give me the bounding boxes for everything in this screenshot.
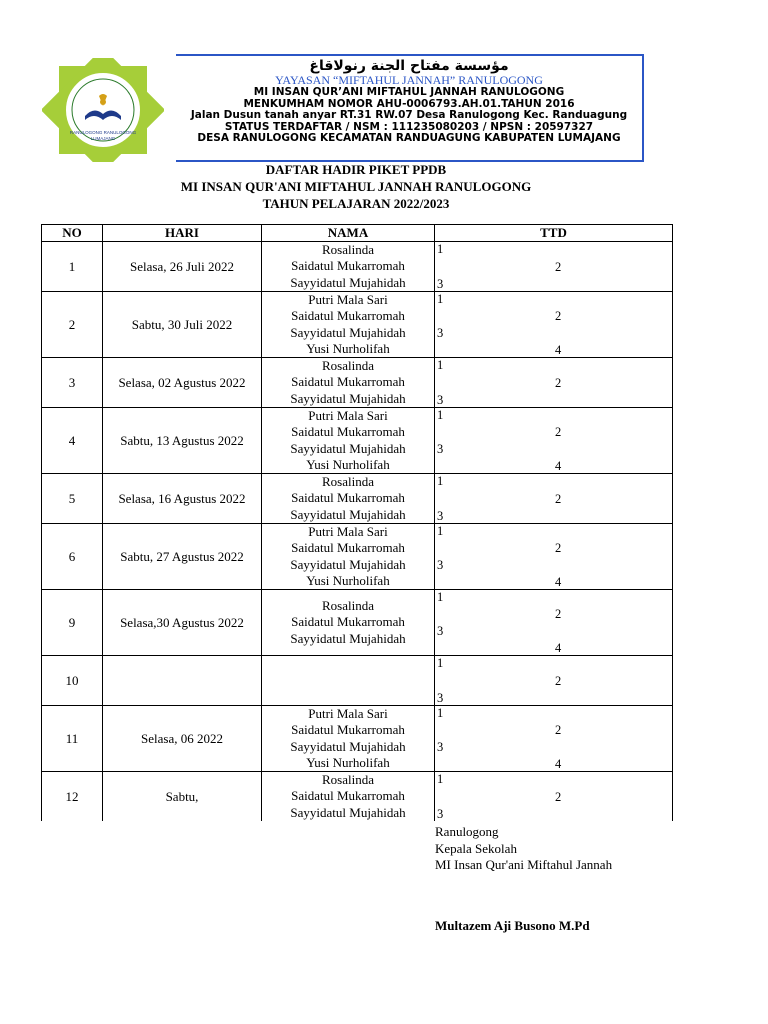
document-subtitle: MI INSAN QUR'ANI MIFTAHUL JANNAH RANULOGONG	[180, 179, 532, 194]
table-body	[42, 242, 673, 822]
signer-name: Multazem Aji Busono M.Pd	[435, 918, 590, 933]
row-signatures	[435, 590, 673, 656]
signature-slot-number: 3	[437, 691, 444, 705]
row-number: 1	[42, 242, 103, 292]
signature-slot-number: 2	[555, 309, 562, 323]
svg-text:LUMAJANG: LUMAJANG	[90, 136, 116, 141]
row-names	[262, 772, 435, 822]
row-signatures	[435, 706, 673, 772]
attendance-table	[41, 224, 673, 821]
officer-name: Putri Mala Sari	[308, 524, 388, 540]
signature-slot-number: 1	[437, 408, 444, 422]
table-row	[42, 524, 673, 590]
officer-name: Sayyidatul Mujahidah	[290, 556, 406, 572]
signature-slot-number: 1	[437, 706, 444, 720]
officer-name: Sayyidatul Mujahidah	[290, 324, 406, 340]
letterhead-line: MI INSAN QUR’ANI MIFTAHUL JANNAH RANULOGONG	[253, 86, 565, 98]
document-title: DAFTAR HADIR PIKET PPDB	[265, 162, 447, 177]
signature-slot-number: 2	[555, 607, 562, 621]
officer-name: Putri Mala Sari	[308, 706, 388, 722]
letterhead-line: DESA RANULOGONG KECAMATAN RANDUAGUNG KABUPATEN LUMAJANG	[197, 132, 621, 144]
signature-slot-number: 3	[437, 740, 444, 754]
row-day: Selasa, 16 Agustus 2022	[103, 474, 262, 524]
officer-name: Saidatul Mukarromah	[291, 424, 405, 440]
row-day: Selasa,30 Agustus 2022	[103, 590, 262, 656]
officer-name: Rosalinda	[322, 358, 374, 374]
signature-slot-number: 1	[437, 242, 444, 256]
table-row	[42, 358, 673, 408]
row-day: Selasa, 06 2022	[103, 706, 262, 772]
row-signatures	[435, 772, 673, 822]
officer-name: Sayyidatul Mujahidah	[290, 390, 406, 406]
table-row	[42, 772, 673, 822]
letterhead-foundation: YAYASAN “MIFTAHUL JANNAH” RANULOGONG	[275, 73, 543, 87]
row-day	[103, 656, 262, 706]
officer-name: Putri Mala Sari	[308, 408, 388, 424]
officer-name: Yusi Nurholifah	[306, 340, 390, 356]
signature-slot-number: 3	[437, 558, 444, 572]
row-number: 9	[42, 590, 103, 656]
signature-slot-number: 3	[437, 326, 444, 340]
letterhead	[176, 54, 644, 162]
row-signatures	[435, 242, 673, 292]
row-day: Sabtu,	[103, 772, 262, 822]
row-number: 5	[42, 474, 103, 524]
table-row	[42, 706, 673, 772]
officer-name: Yusi Nurholifah	[306, 572, 390, 588]
row-number: 3	[42, 358, 103, 408]
row-signatures	[435, 408, 673, 474]
row-number: 12	[42, 772, 103, 822]
row-names	[262, 590, 435, 656]
signature-slot-number: 2	[555, 260, 562, 274]
row-number: 10	[42, 656, 103, 706]
signature-slot-number: 2	[555, 674, 562, 688]
signature-slot-number: 1	[437, 656, 444, 670]
header-no: NO	[42, 225, 103, 242]
signature-slot-number: 4	[555, 343, 562, 357]
signature-slot-number: 1	[437, 358, 444, 372]
signature-slot-number: 4	[555, 641, 562, 655]
document-titles	[40, 161, 672, 212]
signature-slot-number: 2	[555, 376, 562, 390]
signature-slot-number: 2	[555, 492, 562, 506]
officer-name: Saidatul Mukarromah	[291, 490, 405, 506]
officer-name: Saidatul Mukarromah	[291, 788, 405, 804]
letterhead-line: STATUS TERDAFTAR / NSM : 111235080203 / NPSN : 20597327	[224, 120, 594, 133]
row-names	[262, 358, 435, 408]
row-names	[262, 292, 435, 358]
officer-name: Sayyidatul Mujahidah	[290, 440, 406, 456]
officer-name: Rosalinda	[322, 598, 374, 614]
school-logo	[42, 58, 164, 162]
row-number: 11	[42, 706, 103, 772]
table-row	[42, 656, 673, 706]
row-signatures	[435, 358, 673, 408]
header-nama: NAMA	[262, 225, 435, 242]
row-names	[262, 408, 435, 474]
header-hari: HARI	[103, 225, 262, 242]
signature-slot-number: 2	[555, 790, 562, 804]
row-day: Sabtu, 30 Juli 2022	[103, 292, 262, 358]
row-number: 6	[42, 524, 103, 590]
row-day: Sabtu, 27 Agustus 2022	[103, 524, 262, 590]
row-names	[262, 242, 435, 292]
officer-name: Saidatul Mukarromah	[291, 258, 405, 274]
officer-name: Putri Mala Sari	[308, 292, 388, 308]
signature-slot-number: 2	[555, 425, 562, 439]
officer-name: Saidatul Mukarromah	[291, 374, 405, 390]
row-number: 2	[42, 292, 103, 358]
letterhead-line: MENKUMHAM NOMOR AHU-0006793.AH.01.TAHUN 2016	[243, 97, 575, 110]
table-row	[42, 292, 673, 358]
letterhead-line: Jalan Dusun tanah anyar RT.31 RW.07 Desa Ranulogong Kec. Randuagung	[190, 109, 628, 121]
letterhead-arabic: مؤسسة مفتاح الجنة رنولاقاغ	[309, 58, 509, 74]
signature-slot-number: 3	[437, 807, 444, 821]
signature-school: MI Insan Qur'ani Miftahul Jannah	[435, 857, 613, 872]
table-row	[42, 474, 673, 524]
officer-name: Sayyidatul Mujahidah	[290, 274, 406, 290]
row-day: Sabtu, 13 Agustus 2022	[103, 408, 262, 474]
officer-name: Rosalinda	[322, 474, 374, 490]
signature-slot-number: 2	[555, 541, 562, 555]
signature-slot-number: 4	[555, 459, 562, 473]
officer-name: Rosalinda	[322, 772, 374, 788]
signature-slot-number: 4	[555, 757, 562, 771]
officer-name: Saidatul Mukarromah	[291, 540, 405, 556]
row-names	[262, 474, 435, 524]
signature-slot-number: 1	[437, 474, 444, 488]
signature-slot-number: 3	[437, 442, 444, 456]
document-year: TAHUN PELAJARAN 2022/2023	[262, 196, 450, 211]
officer-name: Yusi Nurholifah	[306, 754, 390, 770]
officer-name: Saidatul Mukarromah	[291, 722, 405, 738]
officer-name: Sayyidatul Mujahidah	[290, 738, 406, 754]
signature-slot-number: 2	[555, 723, 562, 737]
signature-slot-number: 1	[437, 772, 444, 786]
table-header-row	[42, 225, 673, 242]
officer-name: Rosalinda	[322, 242, 374, 258]
row-signatures	[435, 474, 673, 524]
row-day: Selasa, 26 Juli 2022	[103, 242, 262, 292]
row-signatures	[435, 524, 673, 590]
signature-role: Kepala Sekolah	[435, 840, 517, 856]
row-names	[262, 524, 435, 590]
row-signatures	[435, 656, 673, 706]
row-names	[262, 656, 435, 706]
svg-text:RANULOGONG RANULOGONG: RANULOGONG RANULOGONG	[69, 130, 137, 135]
signature-slot-number: 3	[437, 509, 444, 523]
signature-slot-number: 1	[437, 524, 444, 538]
signature-slot-number: 3	[437, 277, 444, 291]
signature-slot-number: 3	[437, 624, 444, 638]
signature-place: Ranulogong	[435, 824, 499, 839]
row-day: Selasa, 02 Agustus 2022	[103, 358, 262, 408]
table-row	[42, 242, 673, 292]
row-names	[262, 706, 435, 772]
signature-slot-number: 1	[437, 590, 444, 604]
officer-name: Saidatul Mukarromah	[291, 614, 405, 630]
officer-name: Yusi Nurholifah	[306, 456, 390, 472]
signature-slot-number: 1	[437, 292, 444, 306]
officer-name: Sayyidatul Mujahidah	[290, 506, 406, 522]
row-signatures	[435, 292, 673, 358]
officer-name: Sayyidatul Mujahidah	[290, 804, 406, 820]
officer-name: Sayyidatul Mujahidah	[290, 630, 406, 646]
signature-slot-number: 3	[437, 393, 444, 407]
table-row	[42, 408, 673, 474]
signature-slot-number: 4	[555, 575, 562, 589]
signature-block	[435, 824, 612, 874]
row-number: 4	[42, 408, 103, 474]
officer-name: Saidatul Mukarromah	[291, 308, 405, 324]
table-row	[42, 590, 673, 656]
header-ttd: TTD	[435, 225, 673, 242]
